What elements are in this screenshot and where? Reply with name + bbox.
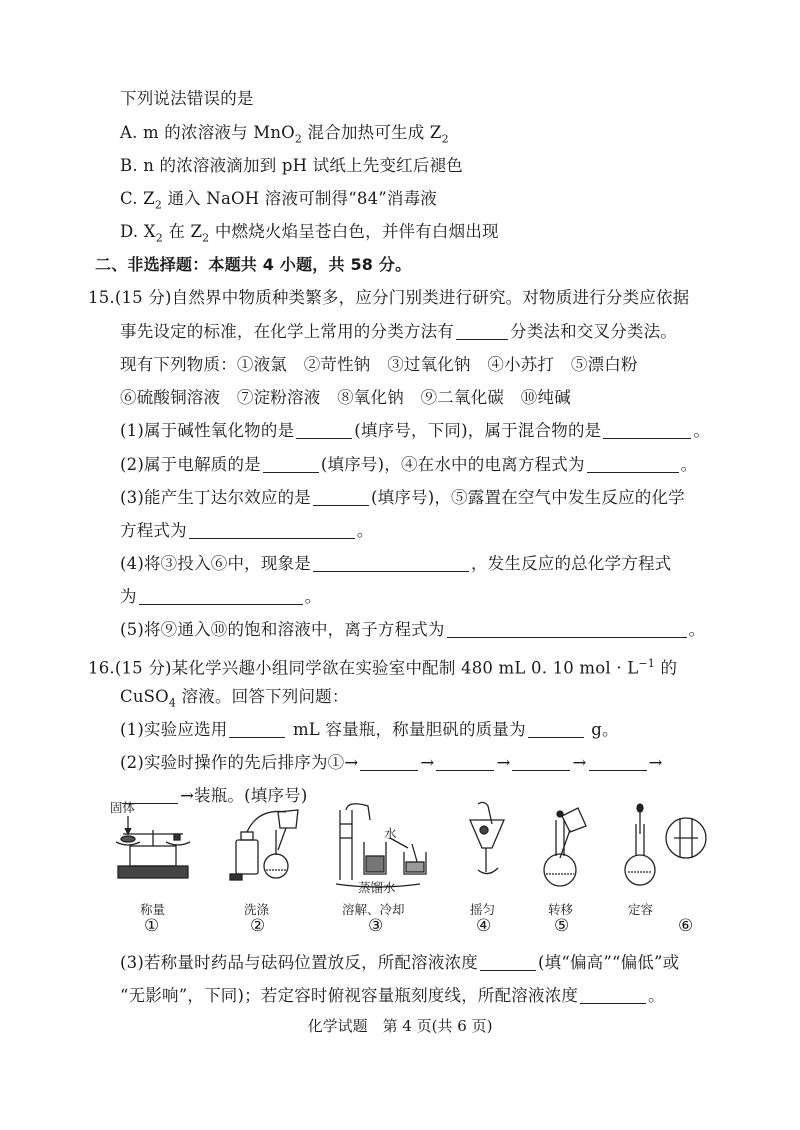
question-text: 分类法和交叉分类法。: [510, 322, 677, 341]
q15-part2: [120, 454, 697, 476]
q15-part4: [120, 553, 671, 575]
question-text: (填“偏高”“偏低”或: [537, 953, 680, 972]
q14-option-c: [120, 188, 437, 216]
question-text: (3)能产生丁达尔效应的是: [120, 488, 311, 507]
option-text: 在 Z: [162, 222, 203, 241]
transfer-illustration: [544, 808, 586, 886]
question-text: CuSO: [120, 687, 169, 706]
distilled-water-label: 蒸馏水: [358, 880, 396, 895]
q14-stem: 下列说法错误的是: [120, 89, 254, 108]
question-text: ，发生反应的总化学方程式: [470, 554, 672, 573]
question-text: 。: [356, 521, 374, 540]
question-text: “无影响”，下同)；若定容时俯视容量瓶刻度线，所配溶液浓度: [120, 986, 579, 1005]
question-text: 方程式为: [120, 521, 187, 540]
answer-blank[interactable]: [313, 489, 369, 506]
q16-line2: [120, 686, 349, 714]
question-text: 的: [655, 658, 678, 678]
question-text: 为: [120, 587, 137, 606]
answer-blank[interactable]: [603, 422, 691, 439]
question-text: (2)实验时操作的先后排序为①→: [120, 753, 359, 772]
step-label: 洗涤: [244, 902, 270, 917]
q15-substances-1: 现有下列物质：①液氯 ②苛性钠 ③过氧化钠 ④小苏打 ⑤漂白粉: [120, 355, 638, 374]
step-label: 转移: [548, 902, 574, 917]
question-text: (2)属于电解质的是: [120, 455, 261, 474]
section-title: 二、非选择题：本题共 4 小题，共 58 分。: [95, 255, 412, 274]
question-text: 。: [680, 455, 698, 474]
step-number: ④: [476, 916, 492, 936]
water-label: 水: [384, 826, 397, 841]
question-text: 。: [693, 421, 711, 440]
q16-part1: [120, 719, 619, 741]
q15-part3-cont: [120, 520, 374, 542]
question-text: 。: [648, 986, 665, 1005]
step-label: 定容: [628, 902, 654, 917]
question-text: 事先设定的标准，在化学上常用的分类方法有: [120, 322, 454, 341]
dissolving-illustration: [336, 804, 426, 887]
q15-part5: [120, 619, 705, 641]
question-text: (15 分)自然界中物质种类繁多，应分门别类进行研究。对物质进行分类应依据: [114, 288, 690, 307]
option-text: X: [138, 222, 156, 241]
question-text: (填序号)，⑤露置在空气中发生反应的化学: [370, 488, 685, 507]
step-label: 摇匀: [470, 902, 496, 917]
subscript: 2: [294, 132, 303, 146]
question-text: (3)若称量时药品与砝码位置放反，所配溶液浓度: [120, 953, 478, 972]
arrow: →: [420, 753, 435, 772]
q15-substances-2: ⑥硫酸铜溶液 ⑦淀粉溶液 ⑧氧化钠 ⑨二氧化碳 ⑩纯碱: [120, 388, 571, 407]
answer-blank[interactable]: [580, 987, 646, 1004]
q15-line2: [120, 321, 677, 343]
question-number: 16.: [88, 658, 115, 678]
procedure-figure: [108, 800, 708, 940]
answer-blank[interactable]: [447, 621, 687, 638]
answer-blank[interactable]: [229, 721, 285, 738]
q16-part3: [120, 952, 679, 974]
option-text: n 的浓溶液滴加到 pH 试纸上先变红后褪色: [137, 156, 463, 175]
option-letter: C.: [120, 189, 138, 208]
shaking-illustration: [470, 802, 504, 873]
q16-line1: [88, 653, 677, 680]
subscript: 2: [202, 231, 210, 245]
q14-option-b: [120, 155, 463, 177]
question-number: 15.: [88, 288, 115, 307]
q15-part4-cont: [120, 586, 321, 608]
answer-blank[interactable]: [436, 754, 494, 771]
subscript: 2: [155, 231, 163, 245]
question-text: (1)属于碱性氧化物的是: [120, 421, 295, 440]
subscript: 4: [168, 696, 177, 710]
question-text: mL 容量瓶，称量胆矾的质量为: [292, 720, 526, 739]
balance-illustration: [116, 816, 190, 878]
step-number: ⑤: [554, 916, 570, 936]
option-letter: B.: [120, 156, 138, 175]
fixing-volume-illustration: [625, 804, 706, 885]
answer-blank[interactable]: [480, 954, 536, 971]
subscript: 2: [154, 198, 163, 212]
question-text: (填序号，下同)，属于混合物的是: [354, 421, 602, 440]
superscript: −1: [638, 657, 655, 670]
step-label: 溶解、冷却: [342, 902, 405, 917]
question-text: (5)将⑨通入⑩的饱和溶液中，离子方程式为: [120, 620, 445, 639]
question-text: →装瓶。(填序号): [180, 786, 308, 805]
arrow: →: [496, 753, 511, 772]
answer-blank[interactable]: [139, 588, 303, 605]
question-text: (4)将③投入⑥中，现象是: [120, 554, 311, 573]
question-text: (15 分)某化学兴趣小组同学欲在实验室中配制 480 mL 0. 10 mol · L: [114, 658, 639, 678]
step-label: 称量: [140, 902, 166, 917]
answer-blank[interactable]: [313, 555, 469, 572]
step-number: ⑥: [678, 916, 694, 936]
answer-blank[interactable]: [528, 721, 584, 738]
answer-blank[interactable]: [456, 323, 508, 340]
q15-part1: [120, 420, 710, 442]
q15-part3: [120, 487, 685, 509]
solid-label: 固体: [110, 800, 136, 815]
q16-part2: [120, 752, 663, 774]
question-text: (填序号)，④在水中的电离方程式为: [320, 455, 585, 474]
question-text: 溶液。回答下列问题：: [176, 687, 349, 706]
option-letter: A.: [120, 123, 138, 142]
subscript: 2: [441, 132, 449, 146]
q14-option-a: [120, 122, 449, 150]
answer-blank[interactable]: [296, 422, 352, 439]
q16-part3-cont: [120, 985, 665, 1007]
step-number: ②: [250, 916, 266, 936]
answer-blank[interactable]: [189, 522, 355, 539]
arrow: →: [572, 753, 587, 772]
question-text: g。: [591, 720, 619, 739]
question-text: (1)实验应选用: [120, 720, 228, 739]
answer-blank[interactable]: [589, 754, 647, 771]
arrow: →: [648, 753, 663, 772]
option-text: 中燃烧火焰呈苍白色，并伴有白烟出现: [209, 222, 499, 241]
step-number: ③: [368, 916, 384, 936]
answer-blank[interactable]: [263, 456, 319, 473]
option-text: Z: [137, 189, 155, 208]
answer-blank[interactable]: [360, 754, 418, 771]
step-number: ①: [144, 916, 160, 936]
option-text: m 的浓溶液与 MnO: [137, 123, 295, 142]
q15-line1: [88, 287, 689, 309]
option-text: 通入 NaOH 溶液可制得“84”消毒液: [162, 189, 438, 208]
q14-option-d: [120, 221, 499, 249]
option-text: 混合加热可生成 Z: [302, 123, 442, 142]
option-letter: D.: [120, 222, 139, 241]
washing-illustration: [230, 810, 298, 880]
question-text: 。: [304, 587, 322, 606]
answer-blank[interactable]: [587, 456, 679, 473]
answer-blank[interactable]: [512, 754, 570, 771]
question-text: 。: [688, 620, 706, 639]
procedure-illustrations: [108, 800, 708, 940]
page-footer: 化学试题 第 4 页(共 6 页): [307, 1017, 493, 1035]
